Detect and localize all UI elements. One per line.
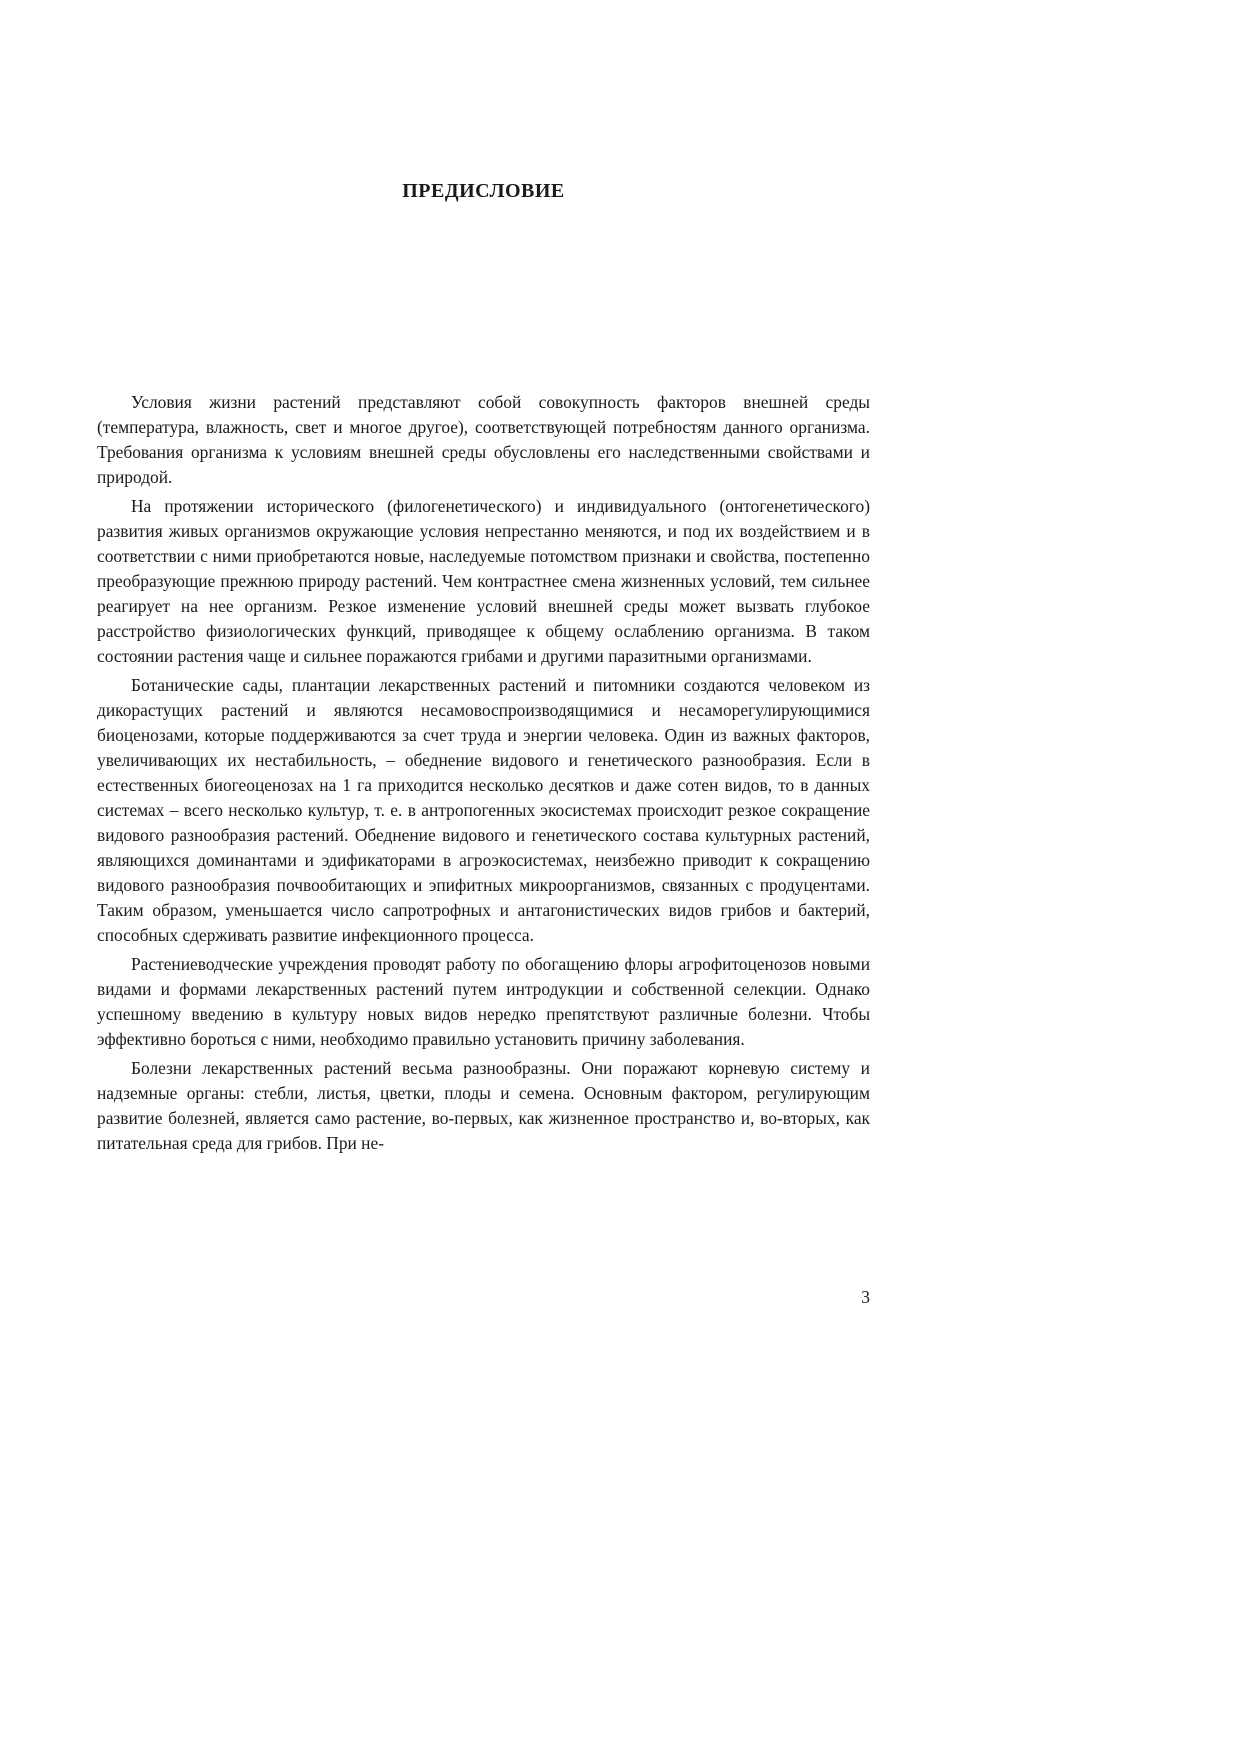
body-text xyxy=(97,390,870,1160)
paragraph: Болезни лекарственных растений весьма разнообразны. Они поражают корневую систему и надземные органы: стебли, листья, цветки, плоды и семена. Основным фактором, регулирующим развитие болезней, является само растение, во-первых, как жизненное пространство и, во-вторых, как питательная среда для грибов. При не- xyxy=(97,1058,870,1153)
paragraph: Ботанические сады, плантации лекарственных растений и питомники создаются человеком из дикорастущих растений и являются несамовоспроизводящимися и несаморегулирующимися биоценозами, которые поддерживаются за счет труда и энергии человека. Один из важных факторов, увеличивающих их нестабильность, – обеднение видового и генетического разнообразия. Если в естественных биогеоценозах на 1 га приходится несколько десятков и даже сотен видов, то в данных системах – всего несколько культур, т. е. в антропогенных экосистемах происходит резкое сокращение видового разнообразия растений. Обеднение видового и генетического состава культурных растений, являющихся доминантами и эдификаторами в агроэкосистемах, неизбежно приводит к сокращению видового разнообразия почвообитающих и эпифитных микроорганизмов, связанных с продуцентами. Таким образом, уменьшается число сапротрофных и антагонистических видов грибов и бактерий, способных сдерживать развитие инфекционного процесса. xyxy=(97,675,870,945)
page-number: 3 xyxy=(861,1287,870,1307)
paragraph: Растениеводческие учреждения проводят работу по обогащению флоры агрофитоценозов новыми видами и формами лекарственных растений путем интродукции и собственной селекции. Однако успешному введению в культуру новых видов нередко препятствуют различные болезни. Чтобы эффективно бороться с ними, необходимо правильно установить причину заболевания. xyxy=(97,954,870,1049)
page-title: ПРЕДИСЛОВИЕ xyxy=(402,180,565,202)
paragraph: На протяжении исторического (филогенетического) и индивидуального (онтогенетического) развития живых организмов окружающие условия непрестанно меняются, и под их воздействием и в соответствии с ними приобретаются новые, наследуемые потомством признаки и свойства, постепенно преобразующие прежнюю природу растений. Чем контрастнее смена жизненных условий, тем сильнее реагирует на нее организм. Резкое изменение условий внешней среды может вызвать глубокое расстройство физиологических функций, приводящее к общему ослаблению организма. В таком состоянии растения чаще и сильнее поражаются грибами и другими паразитными организмами. xyxy=(97,496,870,666)
paragraph: Условия жизни растений представляют собой совокупность факторов внешней среды (температура, влажность, свет и многое другое), соответствующей потребностям данного организма. Требования организма к условиям внешней среды обусловлены его наследственными свойствами и природой. xyxy=(97,392,870,487)
